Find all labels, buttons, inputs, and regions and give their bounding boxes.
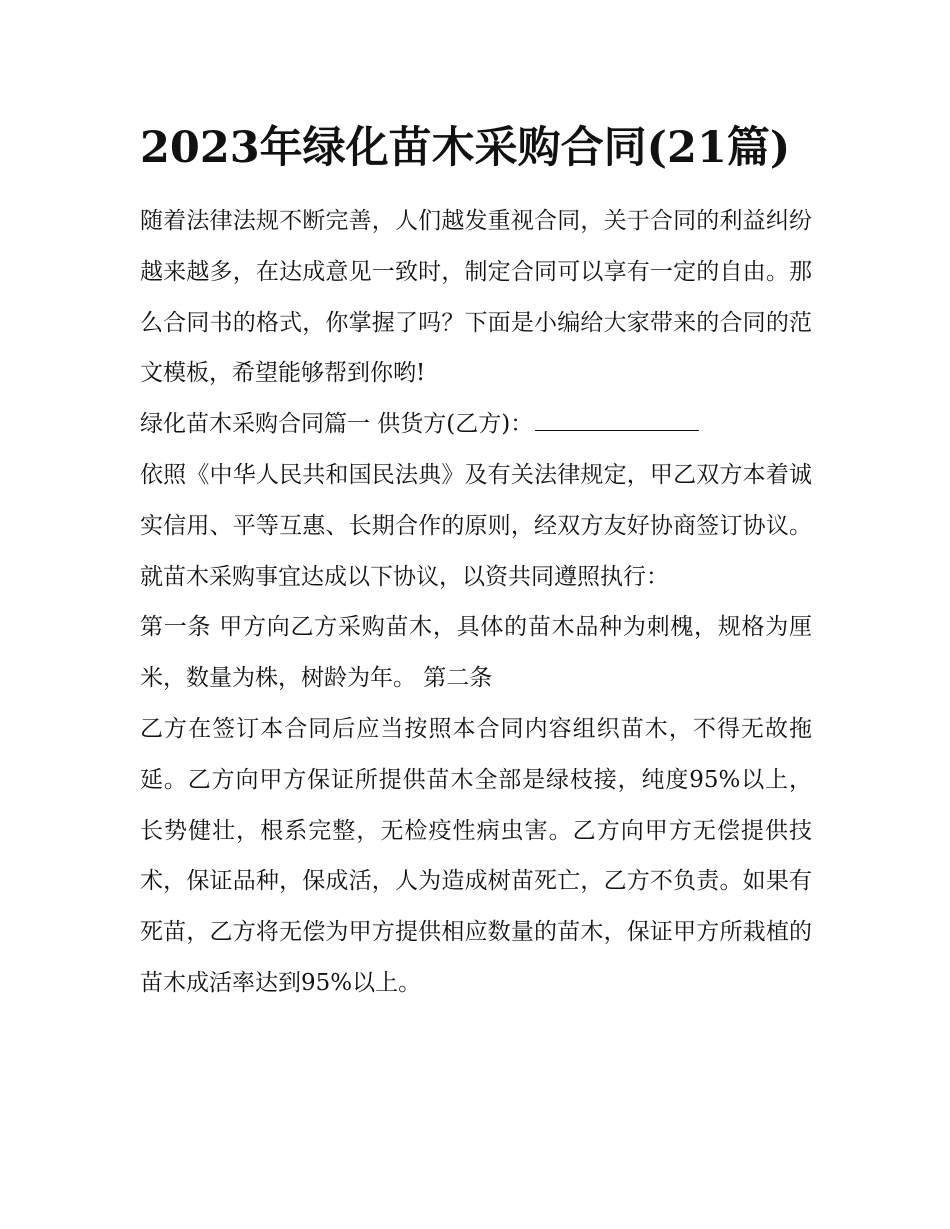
document-page <box>140 112 812 1009</box>
legal-basis-paragraph: 依照《中华人民共和国民法典》及有关法律规定，甲乙双方本着诚实信用、平等互惠、长期合作的原则，经双方友好协商签订协议。就苗木采购事宜达成以下协议，以资共同遵照执行： <box>140 461 812 590</box>
article-one-paragraph: 第一条 甲方向乙方采购苗木，具体的苗木品种为刺槐，规格为厘米，数量为株，树龄为年。 第二条 <box>140 614 812 692</box>
document-title: 2023年绿化苗木采购合同(21篇) <box>140 123 791 173</box>
supplier-label: 绿化苗木采购合同篇一 供货方(乙方)： <box>140 411 534 438</box>
section-heading-supplier <box>140 399 812 450</box>
article-two-paragraph: 乙方在签订本合同后应当按照本合同内容组织苗木，不得无故拖延。乙方向甲方保证所提供苗木全部是绿枝接，纯度95%以上，长势健壮，根系完整，无检疫性病虫害。乙方向甲方无偿提供技术，保证品种，保成活，人为造成树苗死亡，乙方不负责。如果有死苗，乙方将无偿为甲方提供相应数量的苗木，保证甲方所栽植的苗木成活率达到95%以上。 <box>140 715 812 996</box>
intro-paragraph: 随着法律法规不断完善，人们越发重视合同，关于合同的利益纠纷越来越多，在达成意见一致时，制定合同可以享有一定的自由。那么合同书的格式，你掌握了吗？下面是小编给大家带来的合同的范文模板，希望能够帮到你哟! <box>140 208 812 387</box>
supplier-blank-line <box>535 429 699 431</box>
